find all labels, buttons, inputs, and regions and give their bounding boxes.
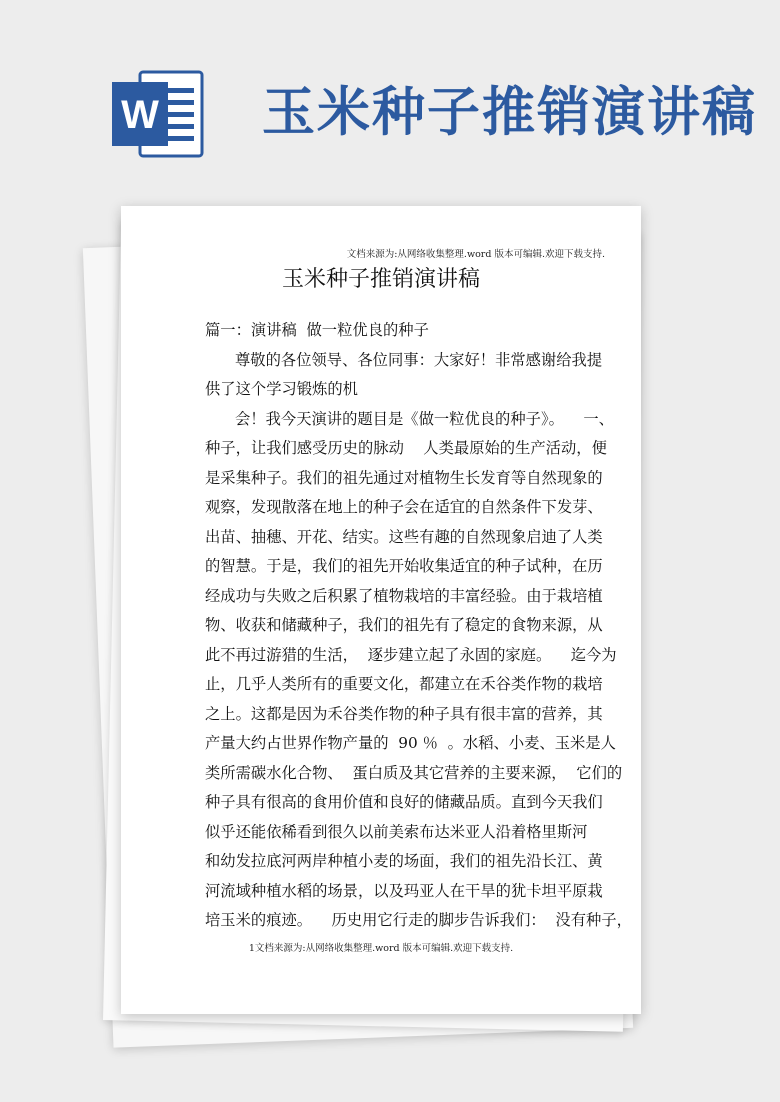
text-line: 是采集种子。我们的祖先通过对植物生长发育等自然现象的 xyxy=(205,468,603,487)
text-line: 出苗、抽穗、开花、结实。这些有趣的自然现象启迪了人类 xyxy=(205,527,603,546)
source-note-top: 文档来源为:从网络收集整理.word 版本可编辑.欢迎下载支持. xyxy=(346,249,605,260)
text-line: 类所需碳水化合物、 蛋白质及其它营养的主要来源， 它们的 xyxy=(205,763,623,782)
text-line: 种子，让我们感受历史的脉动 人类最原始的生产活动，便 xyxy=(205,439,607,457)
text-line: 止，几乎人类所有的重要文化，都建立在禾谷类作物的栽培 xyxy=(205,675,603,693)
header-title: 玉米种子推销演讲稿 xyxy=(262,81,757,143)
text-line: 尊敬的各位领导、各位同事：大家好！非常感谢给我提 xyxy=(235,350,603,369)
text-line: 培玉米的痕迹。 历史用它行走的脚步告诉我们： 没有种子， xyxy=(205,911,632,929)
text-line: 会！我今天演讲的题目是《做一粒优良的种子》。 一、 xyxy=(235,409,614,428)
text-line: 之上。这都是因为禾谷类作物的种子具有很丰富的营养，其 xyxy=(205,704,603,723)
text-line: 观察，发现散落在地上的种子会在适宜的自然条件下发芽、 xyxy=(205,498,603,516)
text-line: 似乎还能依稀看到很久以前美索布达米亚人沿着格里斯河 xyxy=(205,822,588,841)
text-line: 产量大约占世界作物产量的 90 ％ 。水稻、小麦、玉米是人 xyxy=(205,734,616,752)
svg-text:W: W xyxy=(121,93,159,137)
document-page xyxy=(121,206,641,1014)
header-banner xyxy=(0,0,780,190)
text-line: 的智慧。于是，我们的祖先开始收集适宜的种子试种，在历 xyxy=(205,557,603,575)
text-line: 物、收获和储藏种子，我们的祖先有了稳定的食物来源，从 xyxy=(205,616,603,634)
word-icon xyxy=(110,66,206,162)
text-line: 经成功与失败之后积累了植物栽培的丰富经验。由于栽培植 xyxy=(205,586,603,605)
text-line: 种子具有很高的食用价值和良好的储藏品质。直到今天我们 xyxy=(205,793,603,811)
text-line: 河流域种植水稻的场景，以及玛亚人在干旱的犹卡坦平原栽 xyxy=(205,881,603,900)
text-line: 供了这个学习锻炼的机 xyxy=(205,380,358,398)
text-line: 篇一：演讲稿 做一粒优良的种子 xyxy=(205,321,429,339)
text-line: 和幼发拉底河两岸种植小麦的场面，我们的祖先沿长江、黄 xyxy=(205,852,603,870)
document-body xyxy=(205,316,632,936)
document-title: 玉米种子推销演讲稿 xyxy=(281,267,480,292)
text-line: 此不再过游猎的生活， 逐步建立起了永固的家庭。 迄今为 xyxy=(205,645,617,664)
source-note-bottom: 1文档来源为:从网络收集整理.word 版本可编辑.欢迎下载支持. xyxy=(248,943,514,954)
